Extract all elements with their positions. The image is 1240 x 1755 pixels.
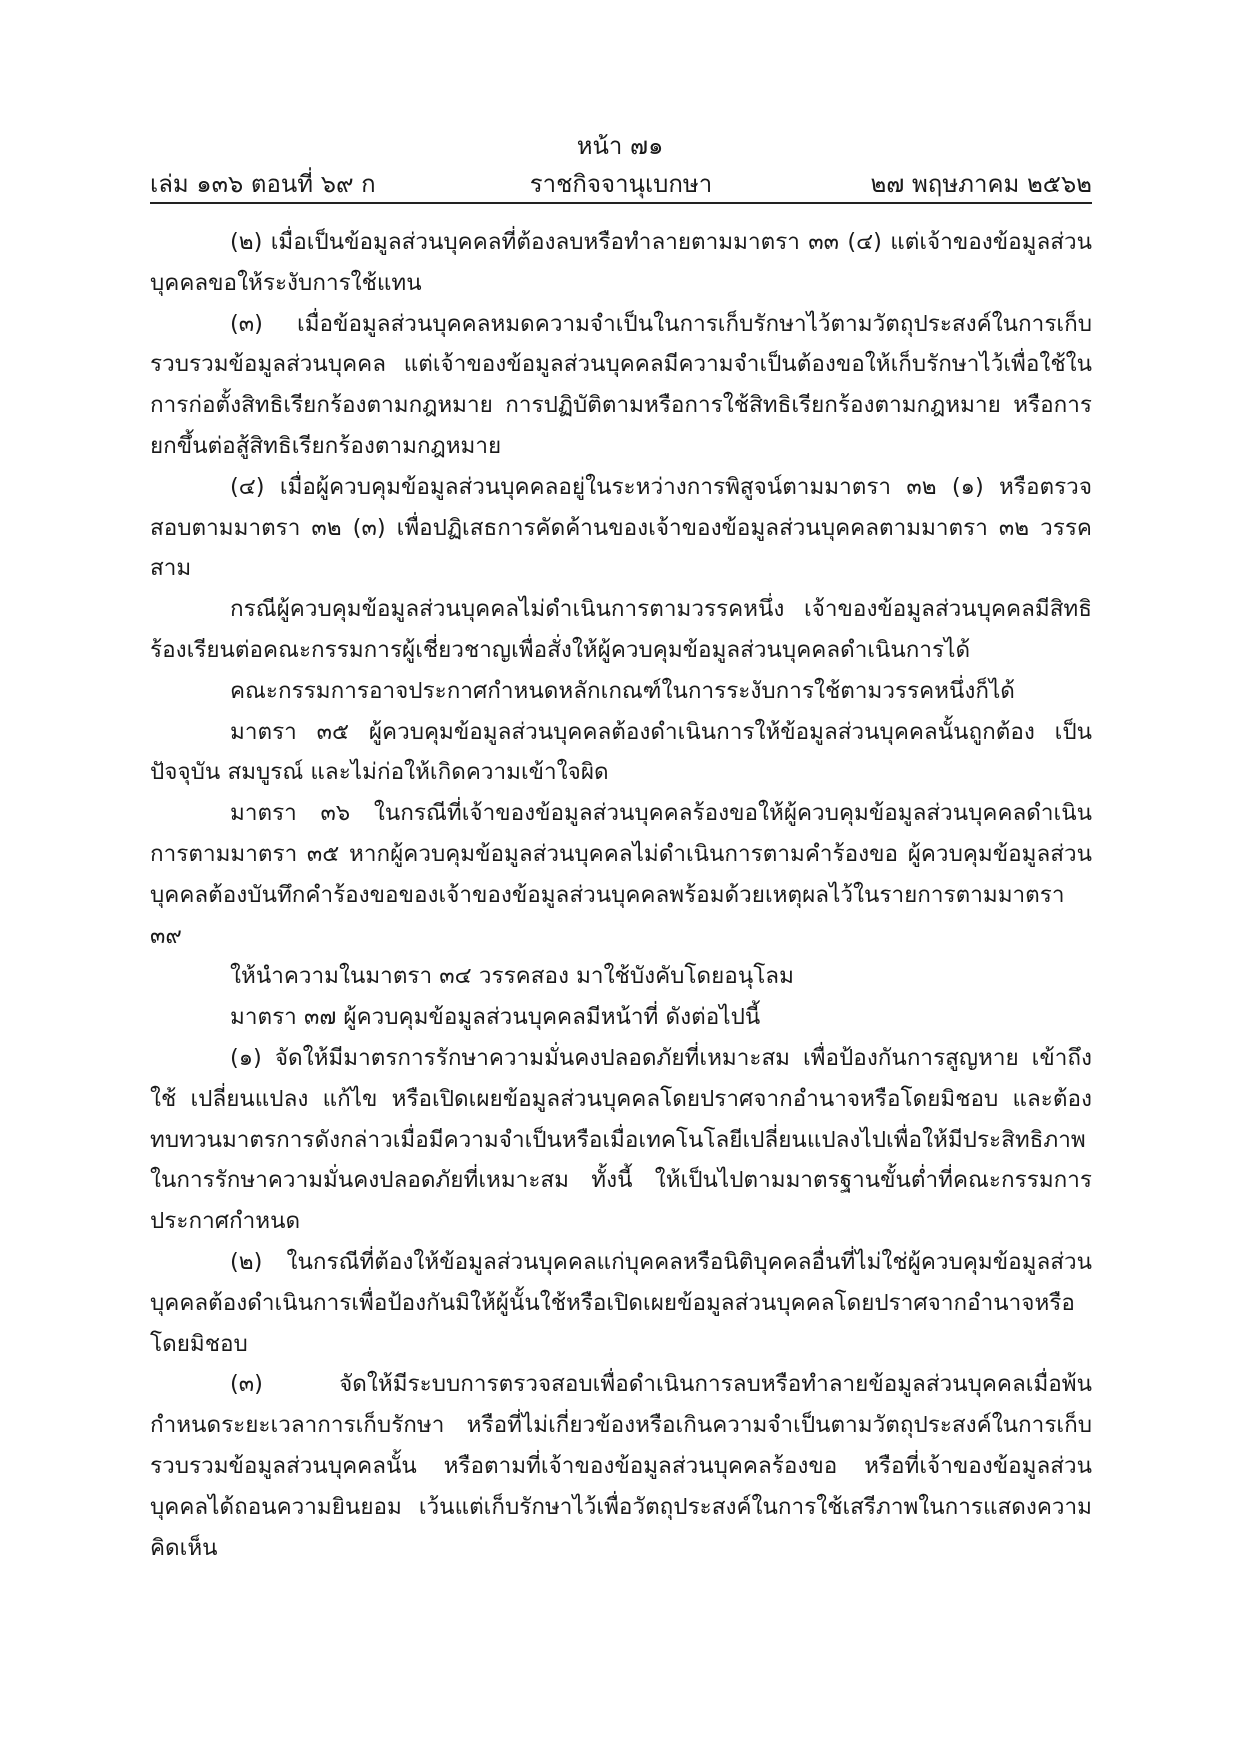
paragraph-item-2: (๒) เมื่อเป็นข้อมูลส่วนบุคคลที่ต้องลบหรือทำลายตามมาตรา ๓๓ (๔) แต่เจ้าของข้อมูลส่วนบุคคลขอให้ระงับการใช้แทน (150, 229, 1092, 296)
header-date: ๒๗ พฤษภาคม ๒๕๖๒ (870, 170, 1092, 198)
paragraph-committee-criteria: คณะกรรมการอาจประกาศกำหนดหลักเกณฑ์ในการระงับการใช้ตามวรรคหนึ่งก็ได้ (230, 677, 1015, 704)
paragraph-section-35: มาตรา ๓๕ ผู้ควบคุมข้อมูลส่วนบุคคลต้องดำเนินการให้ข้อมูลส่วนบุคคลนั้นถูกต้อง เป็นปัจจุบัน สมบูรณ์ และไม่ก่อให้เกิดความเข้าใจผิด (150, 718, 1092, 786)
paragraph-duty-3: (๓) จัดให้มีระบบการตรวจสอบเพื่อดำเนินการลบหรือทำลายข้อมูลส่วนบุคคลเมื่อพ้นกำหนดระยะเวลาการเก็บรักษา หรือที่ไม่เกี่ยวข้องหรือเกินความจำเป็นตามวัตถุประสงค์ในการเก็บรวบรวมข้อมูลส่วนบุคคลนั้น หรือตามที่เจ้าของข้อมูลส่วนบุคคลร้องขอ หรือที่เจ้าของข้อมูลส่วนบุคคลได้ถอนความยินยอม เว้นแต่เก็บรักษาไว้เพื่อวัตถุประสงค์ในการใช้เสรีภาพในการแสดงความคิดเห็น (150, 1371, 1092, 1561)
paragraph-complaint: กรณีผู้ควบคุมข้อมูลส่วนบุคคลไม่ดำเนินการตามวรรคหนึ่ง เจ้าของข้อมูลส่วนบุคคลมีสิทธิร้องเรียนต่อคณะกรรมการผู้เชี่ยวชาญเพื่อสั่งให้ผู้ควบคุมข้อมูลส่วนบุคคลดำเนินการได้ (150, 596, 1092, 663)
document-body (150, 222, 1092, 1568)
header-gazette-title: ราชกิจจานุเบกษา (529, 170, 713, 198)
page-number: หน้า ๗๑ (576, 132, 664, 160)
paragraph-section-34-apply: ให้นำความในมาตรา ๓๔ วรรคสอง มาใช้บังคับโดยอนุโลม (230, 963, 794, 990)
paragraph-duty-2: (๒) ในกรณีที่ต้องให้ข้อมูลส่วนบุคคลแก่บุคคลหรือนิติบุคคลอื่นที่ไม่ใช่ผู้ควบคุมข้อมูลส่วนบุคคลต้องดำเนินการเพื่อป้องกันมิให้ผู้นั้นใช้หรือเปิดเผยข้อมูลส่วนบุคคลโดยปราศจากอำนาจหรือโดยมิชอบ (150, 1248, 1092, 1357)
header-divider (150, 202, 1092, 204)
running-header (150, 164, 1092, 198)
paragraph-item-4: (๔) เมื่อผู้ควบคุมข้อมูลส่วนบุคคลอยู่ในระหว่างการพิสูจน์ตามมาตรา ๓๒ (๑) หรือตรวจสอบตามมาตรา ๓๒ (๓) เพื่อปฏิเสธการคัดค้านของเจ้าของข้อมูลส่วนบุคคลตามมาตรา ๓๒ วรรคสาม (150, 473, 1092, 582)
paragraph-section-37: มาตรา ๓๗ ผู้ควบคุมข้อมูลส่วนบุคคลมีหน้าที่ ดังต่อไปนี้ (230, 1004, 761, 1031)
paragraph-duty-1: (๑) จัดให้มีมาตรการรักษาความมั่นคงปลอดภัยที่เหมาะสม เพื่อป้องกันการสูญหาย เข้าถึง ใช้ เปลี่ยนแปลง แก้ไข หรือเปิดเผยข้อมูลส่วนบุคคลโดยปราศจากอำนาจหรือโดยมิชอบ และต้องทบทวนมาตรการดังกล่าวเมื่อมีความจำเป็นหรือเมื่อเทคโนโลยีเปลี่ยนแปลงไปเพื่อให้มีประสิทธิภาพในการรักษาความมั่นคงปลอดภัยที่เหมาะสม ทั้งนี้ ให้เป็นไปตามมาตรฐานขั้นต่ำที่คณะกรรมการประกาศกำหนด (150, 1044, 1092, 1235)
paragraph-section-36: มาตรา ๓๖ ในกรณีที่เจ้าของข้อมูลส่วนบุคคลร้องขอให้ผู้ควบคุมข้อมูลส่วนบุคคลดำเนินการตามมาตรา ๓๕ หากผู้ควบคุมข้อมูลส่วนบุคคลไม่ดำเนินการตามคำร้องขอ ผู้ควบคุมข้อมูลส่วนบุคคลต้องบันทึกคำร้องขอของเจ้าของข้อมูลส่วนบุคคลพร้อมด้วยเหตุผลไว้ในรายการตามมาตรา ๓๙ (150, 800, 1092, 949)
paragraph-item-3: (๓) เมื่อข้อมูลส่วนบุคคลหมดความจำเป็นในการเก็บรักษาไว้ตามวัตถุประสงค์ในการเก็บรวบรวมข้อมูลส่วนบุคคล แต่เจ้าของข้อมูลส่วนบุคคลมีความจำเป็นต้องขอให้เก็บรักษาไว้เพื่อใช้ในการก่อตั้งสิทธิเรียกร้องตามกฎหมาย การปฏิบัติตามหรือการใช้สิทธิเรียกร้องตามกฎหมาย หรือการยกขึ้นต่อสู้สิทธิเรียกร้องตามกฎหมาย (150, 310, 1092, 459)
header-volume-issue: เล่ม ๑๓๖ ตอนที่ ๖๙ ก (150, 170, 376, 198)
